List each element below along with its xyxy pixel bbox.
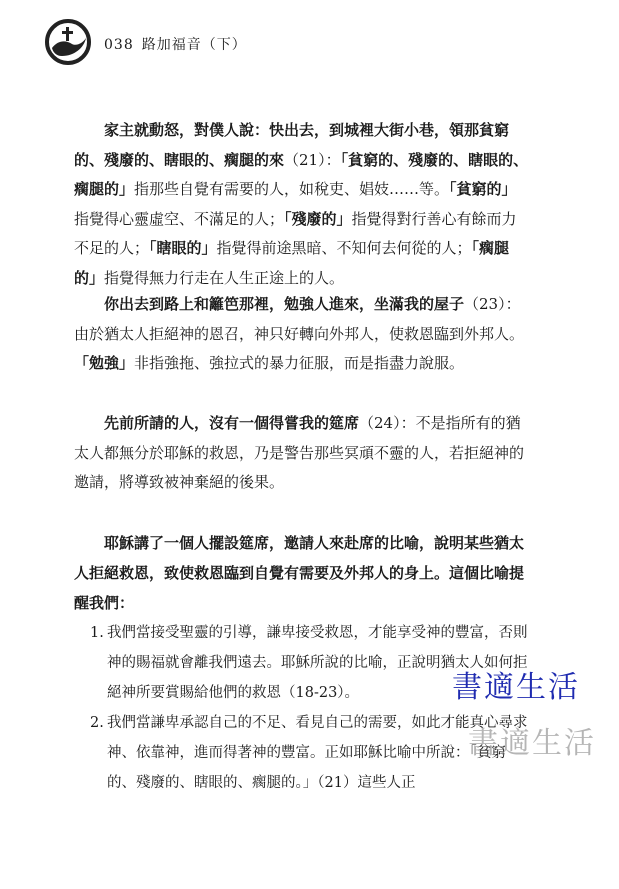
- dove-cross-logo-icon: [44, 18, 92, 66]
- body-text: 指覺得對行善心有餘而力不足的人；: [74, 209, 517, 258]
- keyword: 「勉強」: [74, 354, 135, 373]
- verse-quote: 你出去到路上和籬笆那裡，勉強人進來，坐滿我的屋子: [104, 295, 465, 313]
- list-item: [90, 708, 532, 798]
- book-title: 路加福音（下）: [141, 37, 247, 53]
- body-text: 不是指所有的猶太人都無分於耶穌的救恩，乃是警告那些冥頑不靈的人，若拒絕神的邀請，將導致被神棄絕的後果。: [74, 414, 525, 492]
- body-text: 由於猶太人拒絕神的恩召，神只好轉向外邦人，使救恩臨到外邦人。: [74, 324, 525, 343]
- verse-ref: （24）：: [359, 414, 416, 432]
- body-text: 指那些自覺有需要的人，如稅吏、娼妓……等。: [134, 180, 450, 199]
- body-text: 非指強拖、強拉式的暴力征服，而是指盡力說服。: [134, 354, 465, 373]
- list-italic-text: 正如耶穌比喻中所說：「貧窮的、殘廢的、瞎眼的、瘸腿的。」（21）這些人正: [107, 745, 506, 791]
- page-header: [104, 34, 247, 54]
- keyword: 「殘廢的」: [284, 209, 352, 228]
- list-italic-text: 耶穌所說的比喻，正說明猶太人如何拒絕神所要賞賜給他們的救恩（18-23）。: [107, 655, 528, 701]
- page-number: 038: [104, 37, 134, 53]
- keyword: 「瘸腿的」: [74, 239, 510, 287]
- verse-ref: （23）：: [464, 295, 521, 313]
- list-number: 2.: [90, 715, 104, 731]
- commentary-paragraph-2: [74, 290, 529, 379]
- body-text: 指覺得心靈虛空、不滿足的人；: [74, 209, 285, 228]
- commentary-paragraph-3: [74, 409, 529, 498]
- keyword: 「瞎眼的」: [149, 239, 217, 258]
- list-number: 1.: [90, 625, 104, 641]
- watermark-blue: 書適生活: [452, 670, 580, 705]
- watermark-grey: 書適生活: [468, 726, 596, 761]
- verse-ref: （21）：: [284, 150, 341, 169]
- list-text: 我們當接受聖靈的引導，謙卑接受救恩，才能享受神的豐富，否則神的賜福就會離我們遠去。: [107, 625, 528, 671]
- list-text: 我們當謙卑承認自己的不足、看見自己的需要，如此才能真心尋求神、依靠神，進而得著神的豐富。: [107, 715, 528, 761]
- commentary-paragraph-1: [74, 116, 529, 294]
- keyword: 「貧窮的」: [449, 180, 517, 199]
- verse-quote: 先前所請的人，沒有一個得嘗我的筵席: [104, 414, 360, 432]
- verse-quote: 家主就動怒，對僕人說：快出去，到城裡大街小巷，領那貧窮的、殘廢的、瞎眼的、瘸腿的來: [74, 121, 510, 169]
- body-text: 指覺得無力行走在人生正途上的人。: [104, 268, 345, 287]
- body-text: 指覺得前途黑暗、不知何去何從的人；: [216, 239, 472, 258]
- application-intro: 耶穌講了一個人擺設筵席，邀請人來赴席的比喻，說明某些猶太人拒絕救恩，致使救恩臨到自覺有需要及外邦人的身上。這個比喻提醒我們：: [74, 534, 525, 612]
- keyword: 「貧窮的、殘廢的、瞎眼的、瘸腿的」: [74, 150, 529, 199]
